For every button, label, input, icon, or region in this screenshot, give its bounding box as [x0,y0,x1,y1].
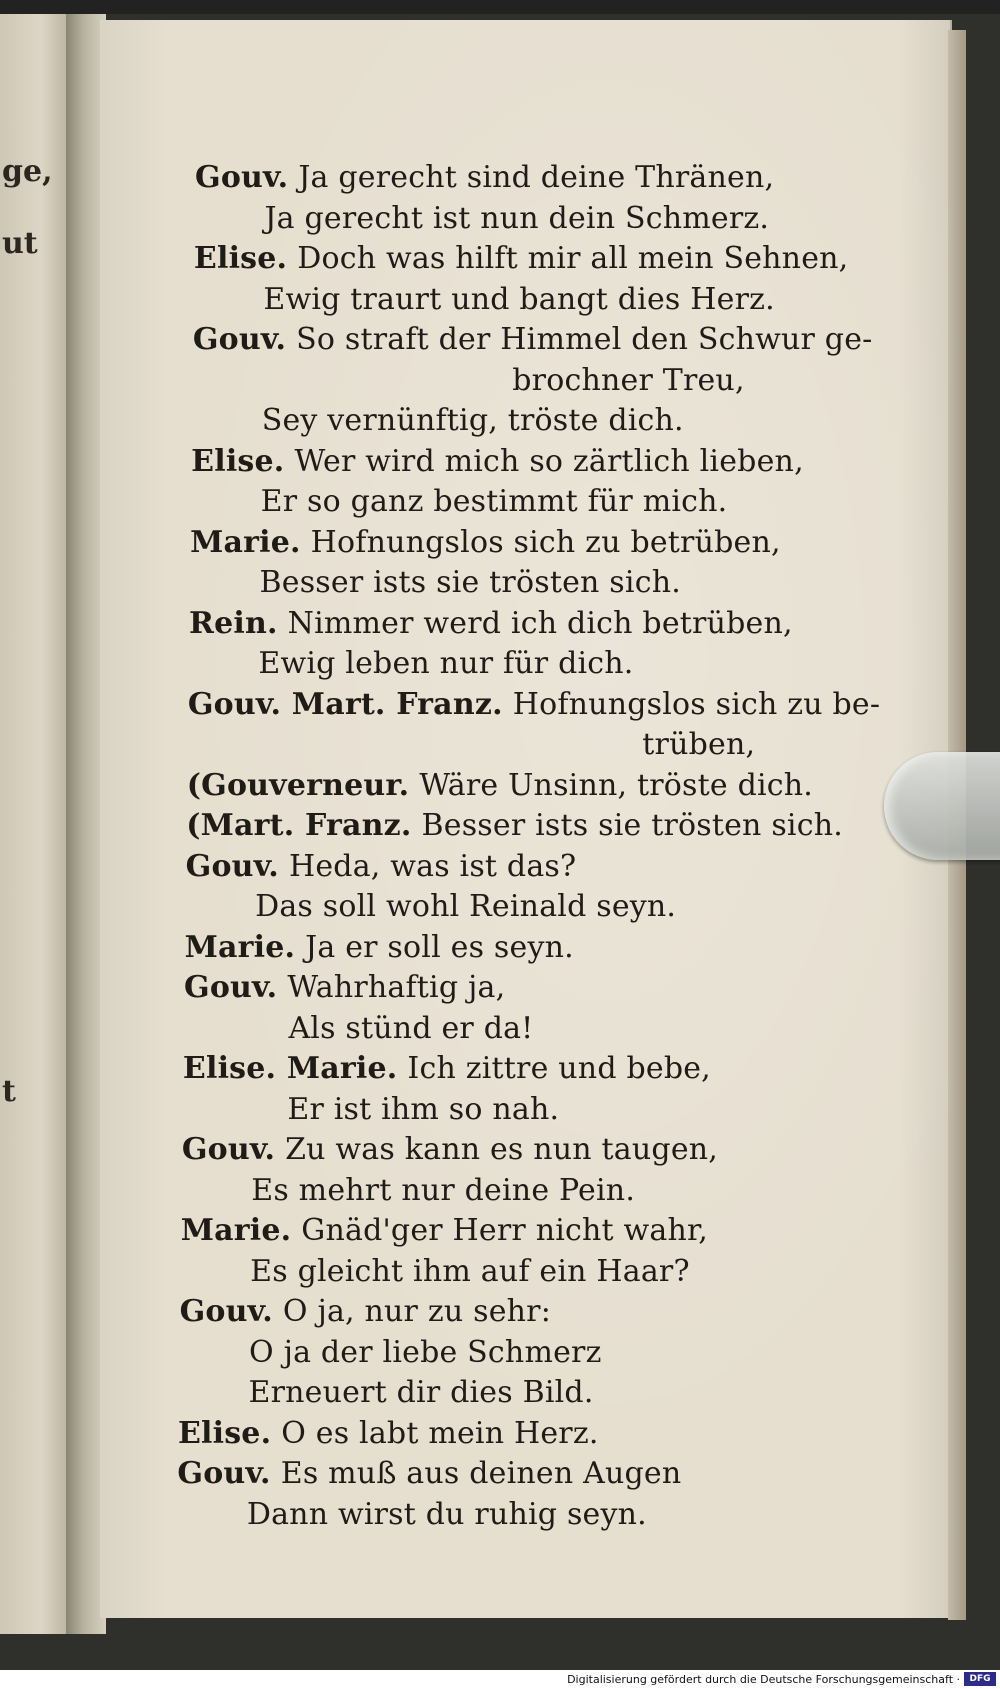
verse-line [251,1171,955,1212]
verse-line [250,1252,955,1293]
verse-line [189,604,955,645]
verse-text: Ewig leben nur für dich. [258,646,634,681]
speaker-name: Gouv. [195,160,289,195]
verse-line [190,523,955,564]
verse-line [180,1292,955,1333]
verse-text: Nimmer werd ich dich betrüben, [287,605,793,641]
footer-credit: Digitalisierung gefördert durch die Deutsche Forschungsgemeinschaft · [567,1673,960,1686]
verse-text: Hofnungslos sich zu be- [512,686,881,722]
verse-line [260,563,956,604]
verse-text: Dann wirst du ruhig seyn. [246,1496,647,1532]
verse-line [191,442,955,483]
verse-line [247,1495,955,1536]
speaker-name: Elise. [191,443,285,479]
verse-text: Zu was kann es nun taugen, [285,1132,719,1167]
speaker-name: Marie. [180,1213,292,1248]
verse-text-block [177,158,955,1535]
speaker-name: Elise. [193,241,288,276]
verse-line [195,158,955,199]
verse-text: Erneuert dir dies Bild. [248,1375,594,1410]
verse-line [287,1090,955,1131]
verse-text: Das soll wohl Reinald seyn. [255,889,677,924]
verse-text: Als stünd er da! [288,1010,534,1046]
verse-text: Doch was hilft mir all mein Sehnen, [297,241,849,276]
speaker-name: (Gouverneur. [186,767,410,803]
verse-text: Wäre Unsinn, tröste dich. [419,767,814,803]
dfg-logo: DFG [964,1672,996,1686]
verse-text: O ja, nur zu sehr: [282,1294,552,1329]
verse-text: So straft der Himmel den Schwur ge- [296,322,873,357]
verse-text: Ewig traurt und bangt dies Herz. [263,281,775,317]
verse-line [262,401,955,442]
verse-text: Wer wird mich so zärtlich lieben, [294,443,804,479]
verse-line [183,1049,955,1090]
verse-line [184,968,955,1009]
verse-line [263,280,955,321]
verse-line [255,887,955,928]
speaker-name: Gouv. [177,1456,271,1491]
page [100,20,950,1618]
verse-line [193,320,955,361]
verse-text: Es mehrt nur deine Pein. [251,1172,636,1208]
previous-page-fragment: ut [2,226,38,261]
verse-line [177,1454,955,1495]
speaker-name: Gouv. [179,1294,273,1329]
verse-text: Hofnungslos sich zu betrüben, [310,524,781,560]
verse-line [512,361,955,402]
verse-text: Heda, was ist das? [288,848,577,884]
verse-text: Sey vernünftig, tröste dich. [261,403,684,438]
speaker-name: Elise. Marie. [182,1051,398,1086]
verse-text: trüben, [642,727,756,762]
speaker-name: Gouv. [192,322,287,357]
speaker-name: Elise. [177,1415,272,1451]
verse-line [181,1211,955,1252]
verse-text: O ja der liebe Schmerz [249,1334,602,1370]
speaker-name: Rein. [188,605,278,641]
verse-text: O es labt mein Herz. [281,1415,599,1451]
verse-line [249,1333,955,1374]
speaker-name: Marie. [184,929,296,965]
verse-text: Gnäd'ger Herr nicht wahr, [301,1213,708,1248]
verse-line [186,806,955,847]
verse-line [194,239,955,280]
verse-text: Es gleicht ihm auf ein Haar? [250,1253,690,1289]
verse-text: Wahrhaftig ja, [287,970,506,1005]
verse-text: Er ist ihm so nah. [287,1091,560,1127]
speaker-name: Gouv. [185,848,279,884]
page-clip [884,752,1000,860]
verse-text: Ja gerecht ist nun dein Schmerz. [264,200,770,236]
verse-line [187,766,955,807]
verse-text: Ja er soll es seyn. [305,929,574,965]
verse-line [185,928,955,969]
verse-line [258,644,955,685]
previous-page-fragment: ge, [2,154,53,189]
verse-text: Er so ganz bestimmt für mich. [260,484,728,519]
verse-text: Ja gerecht sind deine Thränen, [298,160,775,195]
verse-text: Besser ists sie trösten sich. [259,565,681,600]
verse-line [188,685,955,726]
speaker-name: Gouv. Mart. Franz. [187,686,503,722]
verse-line [264,199,955,240]
speaker-name: (Mart. Franz. [186,808,412,843]
footer-bar [0,1670,1000,1689]
speaker-name: Gouv. [184,970,278,1005]
scan-top-border [0,0,1000,14]
verse-text: Ich zittre und bebe, [407,1051,711,1086]
verse-text: Es muß aus deinen Augen [280,1456,682,1491]
verse-line [186,847,955,888]
verse-line [261,482,955,523]
speaker-name: Gouv. [181,1132,276,1167]
speaker-name: Marie. [190,524,301,560]
previous-page-fragment: t [2,1074,16,1109]
verse-text: Besser ists sie trösten sich. [421,808,843,843]
verse-line [178,1414,955,1455]
verse-line [249,1373,956,1414]
verse-line [182,1130,955,1171]
verse-line [288,1009,955,1050]
previous-page-edge [0,14,68,1634]
verse-text: brochner Treu, [512,362,745,398]
